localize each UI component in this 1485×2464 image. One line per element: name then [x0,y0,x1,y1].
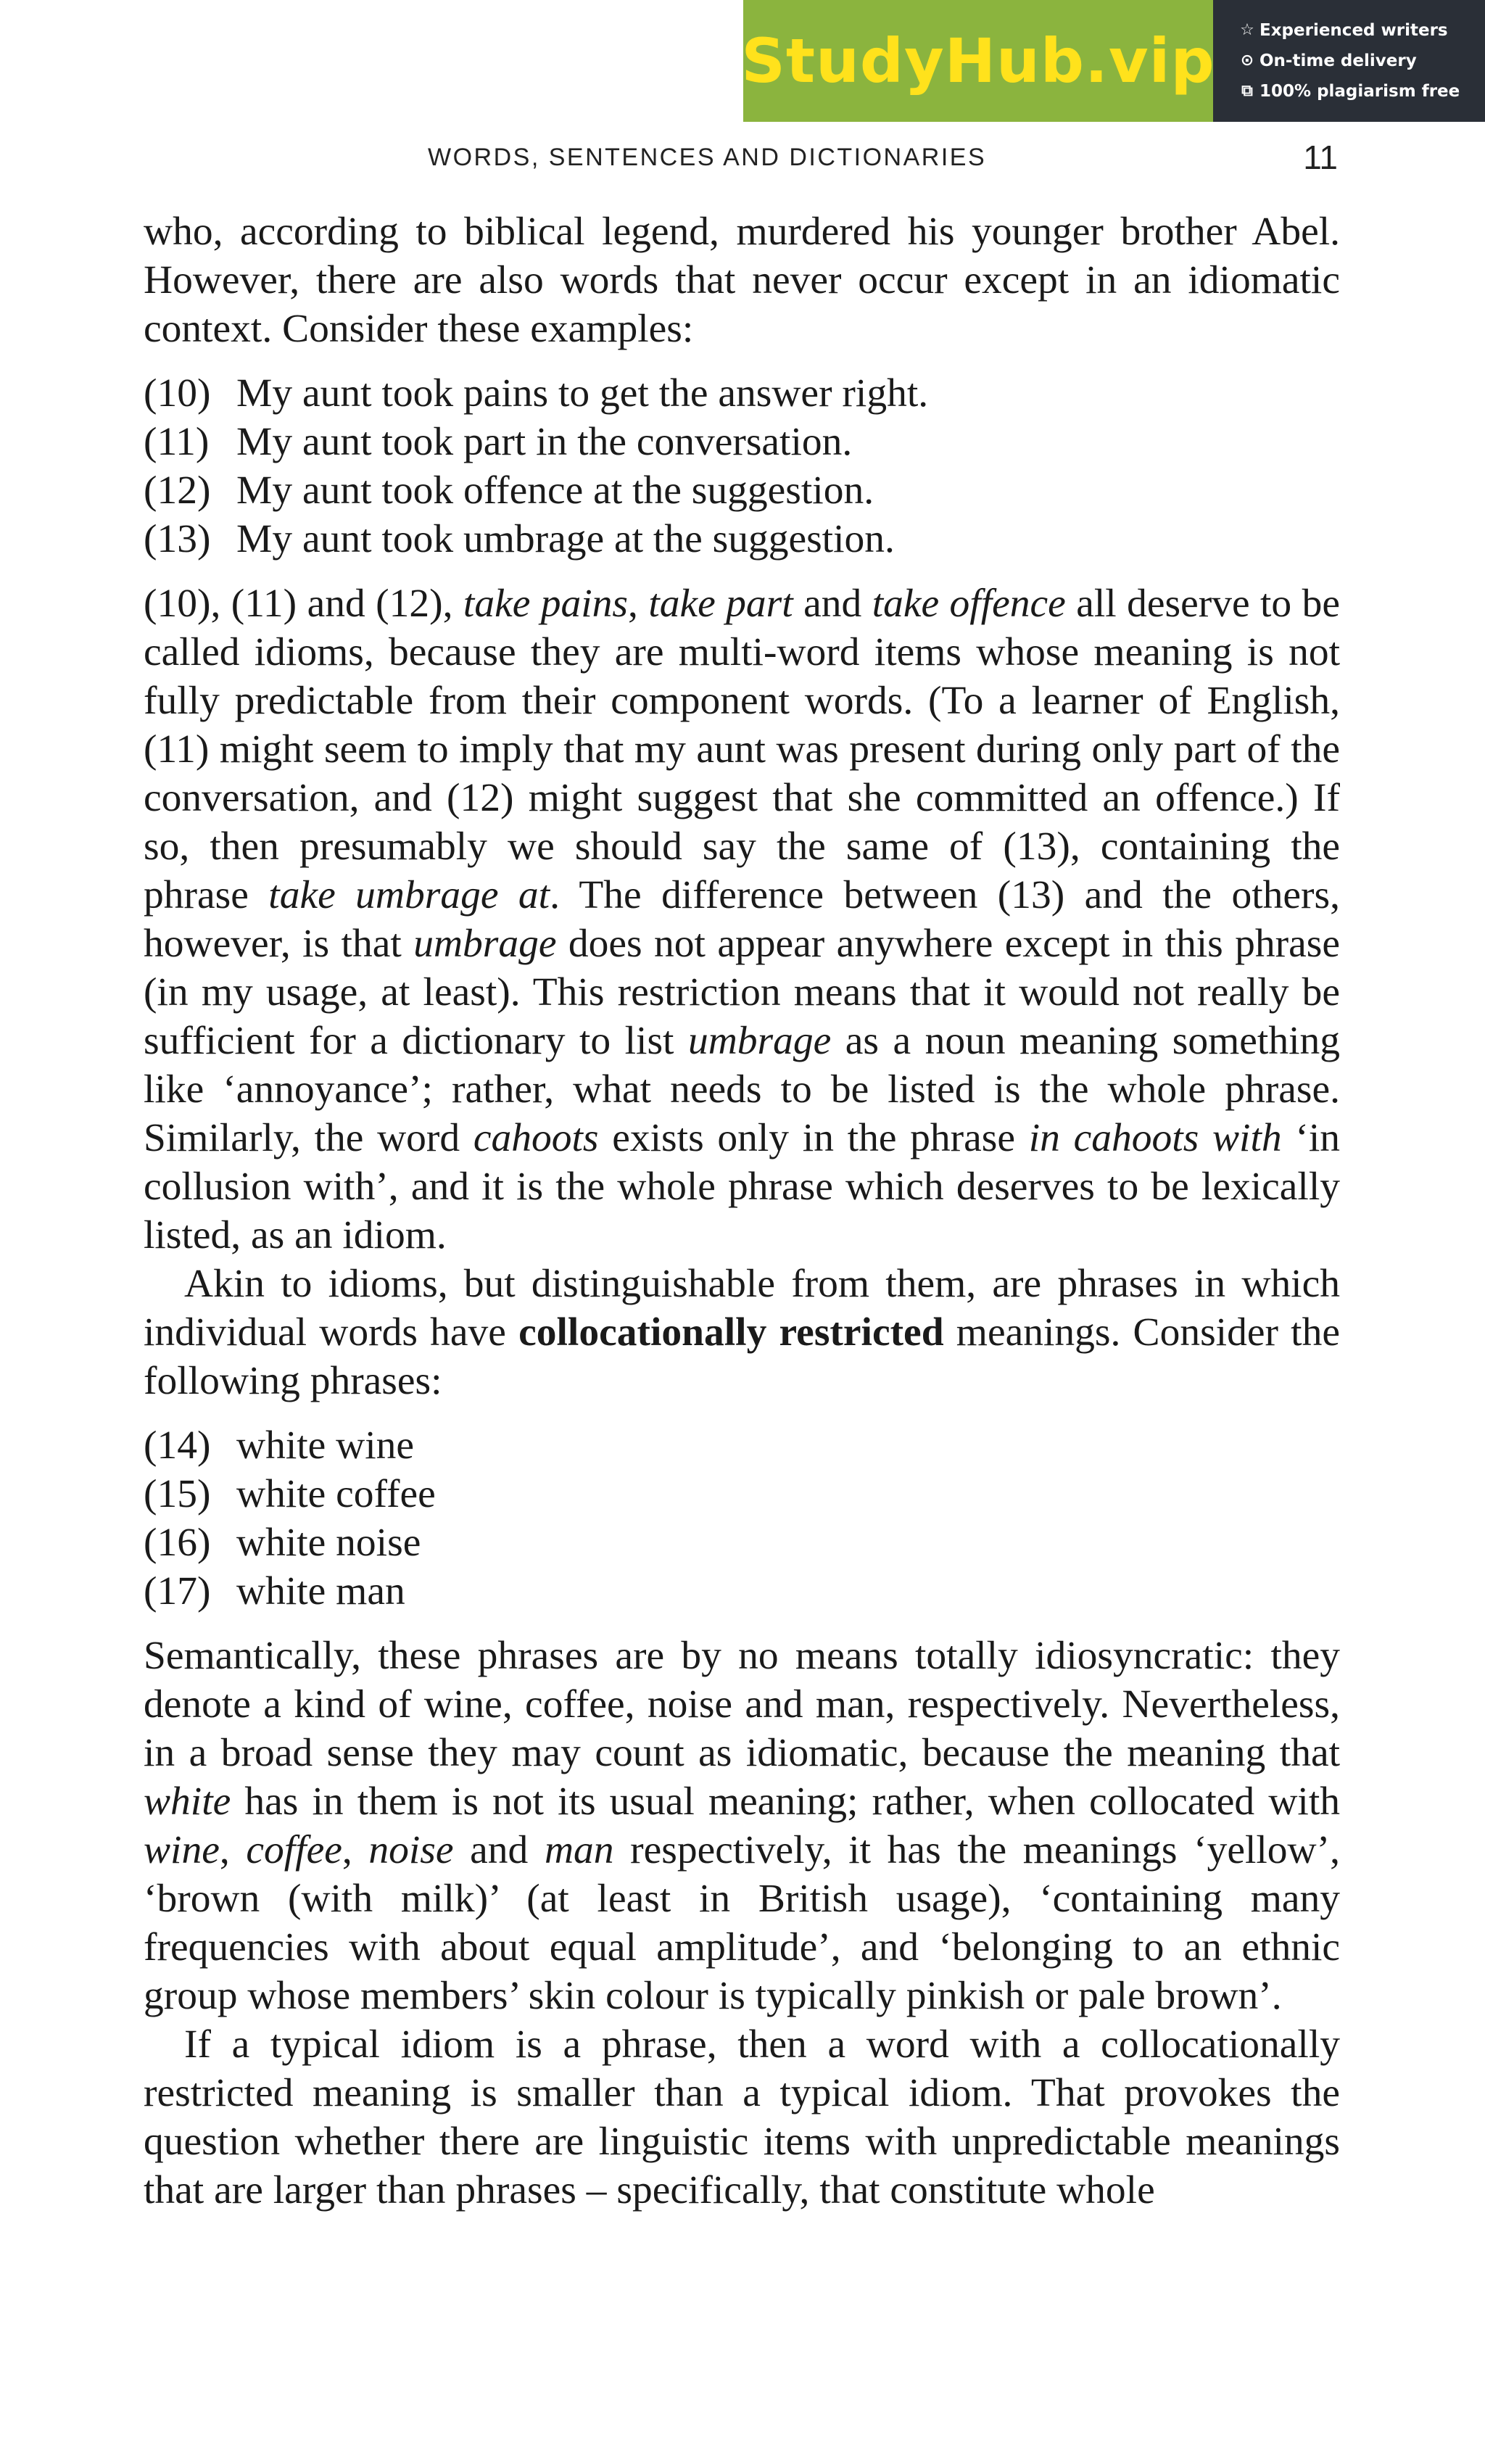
feature-label: Experienced writers [1259,21,1448,40]
example-item [144,418,1340,466]
italic-term: umbrage [687,1019,832,1063]
running-header [0,138,1485,181]
example-text: My aunt took pains to get the answer right. [236,371,929,416]
example-text: My aunt took part in the conversation. [236,420,853,464]
example-number: (16) [144,1521,211,1565]
paragraph-1: who, according to biblical legend, murdered his younger brother Abel. However, there are also words that never occur except in an idiomatic context. Consider these examples: [144,210,1340,351]
feature-label: On-time delivery [1259,51,1417,70]
text-run: , [219,1828,247,1872]
feature-experienced-writers [1239,17,1485,44]
running-title: WORDS, SENTENCES AND DICTIONARIES [428,144,987,171]
text-run: does not appear anywhere except in this phrase (in my usage, at least). This restriction means that it would not really be sufficient for a dictionary to list [144,922,1340,1063]
text-run: and [793,582,872,626]
italic-term: coffee [246,1828,342,1872]
example-item [144,1567,1340,1616]
text-run: Akin to idioms, but distinguishable from them, are phrases in which individual words have [144,1262,1340,1355]
text-run: . The difference between (13) and the others, however, is that [144,873,1340,966]
feature-label: 100% plagiarism free [1259,82,1460,101]
example-item [144,1518,1340,1567]
paragraph-4 [144,1632,1340,2020]
copy-icon: ⧉ [1241,82,1253,100]
text-run: Semantically, these phrases are by no means totally idiosyncratic: they denote a kind of wine, coffee, noise and man, respectively. Nevertheless, in a broad sense they may count as idiomatic, because the meaning that [144,1634,1340,1775]
text-run: ‘in collusion with’, and it is the whole phrase which deserves to be lexically listed, as an idiom. [144,1116,1340,1257]
italic-term: take umbrage at [268,873,550,917]
example-item [144,369,1340,418]
example-number: (13) [144,517,211,561]
feature-plagiarism-free [1239,78,1485,104]
star-icon: ☆ [1240,21,1254,39]
paragraph-3 [144,1260,1340,1405]
text-run: has in them is not its usual meaning; rather, when collocated with [231,1779,1340,1824]
feature-on-time-delivery [1239,48,1485,74]
example-item [144,515,1340,563]
italic-term: in cahoots with [1028,1116,1282,1160]
banner-features [1213,0,1485,122]
example-item [144,1470,1340,1518]
example-number: (10) [144,371,211,416]
text-run: respectively, it has the meanings ‘yellow’, ‘brown (with milk)’ (at least in British usage), ‘containing many frequencies with about equal amplitude’, and ‘belonging to an ethnic group whose members’ skin colour is typically pinkish or pale brown’. [144,1828,1340,2018]
italic-term: cahoots [473,1116,599,1160]
example-text: white noise [236,1521,421,1565]
paragraph-5: If a typical idiom is a phrase, then a word with a collocationally restricted meaning is smaller than a typical idiom. That provokes the question whether there are linguistic items with unpredictable meanings that are larger than phrases – specifically, that constitute whole [144,2022,1340,2212]
example-number: (17) [144,1569,211,1613]
text-run: and [453,1828,545,1872]
italic-term: umbrage [413,922,557,966]
italic-term: wine [144,1828,220,1872]
example-text: My aunt took umbrage at the suggestion. [236,517,895,561]
italic-term: white [144,1779,231,1824]
italic-term: take offence [872,582,1066,626]
text-run: , [342,1828,369,1872]
example-list-1 [144,369,1340,563]
italic-term: noise [368,1828,454,1872]
italic-term: take part [648,582,793,626]
studyhub-logo[interactable] [743,0,1213,122]
example-text: white wine [236,1423,415,1468]
logo-text: StudyHub.vip [741,25,1215,96]
example-item [144,1421,1340,1470]
text-run: all deserve to be called idioms, because they are multi-word items whose meaning is not fully predictable from their component words. (To a learner of English, (11) might seem to imply that my aunt was present during only part of the conversation, and (12) might suggest that she committed an offence.) If so, then presumably we should say the same of (13), containing the phrase [144,582,1340,917]
italic-term: man [544,1828,614,1872]
bold-term: collocationally restricted [518,1310,944,1355]
example-text: My aunt took offence at the suggestion. [236,468,874,513]
example-text: white coffee [236,1472,436,1516]
example-number: (12) [144,468,211,513]
text-run: meanings. Consider the following phrases: [144,1310,1340,1403]
studyhub-banner[interactable] [743,0,1485,122]
example-text: white man [236,1569,405,1613]
text-run: , [628,582,649,626]
page-number: 11 [1303,139,1338,176]
example-number: (14) [144,1423,211,1468]
paragraph-2 [144,579,1340,1260]
example-list-2 [144,1421,1340,1616]
text-run: as a noun meaning something like ‘annoyance’; rather, what needs to be listed is the whole phrase. Similarly, the word [144,1019,1340,1160]
clock-icon: ⊙ [1240,51,1254,70]
example-item [144,466,1340,515]
page-body [144,207,1340,2215]
example-number: (11) [144,420,210,464]
italic-term: take pains [463,582,629,626]
example-number: (15) [144,1472,211,1516]
text-run: (10), (11) and (12), [144,582,463,626]
text-run: exists only in the phrase [598,1116,1029,1160]
